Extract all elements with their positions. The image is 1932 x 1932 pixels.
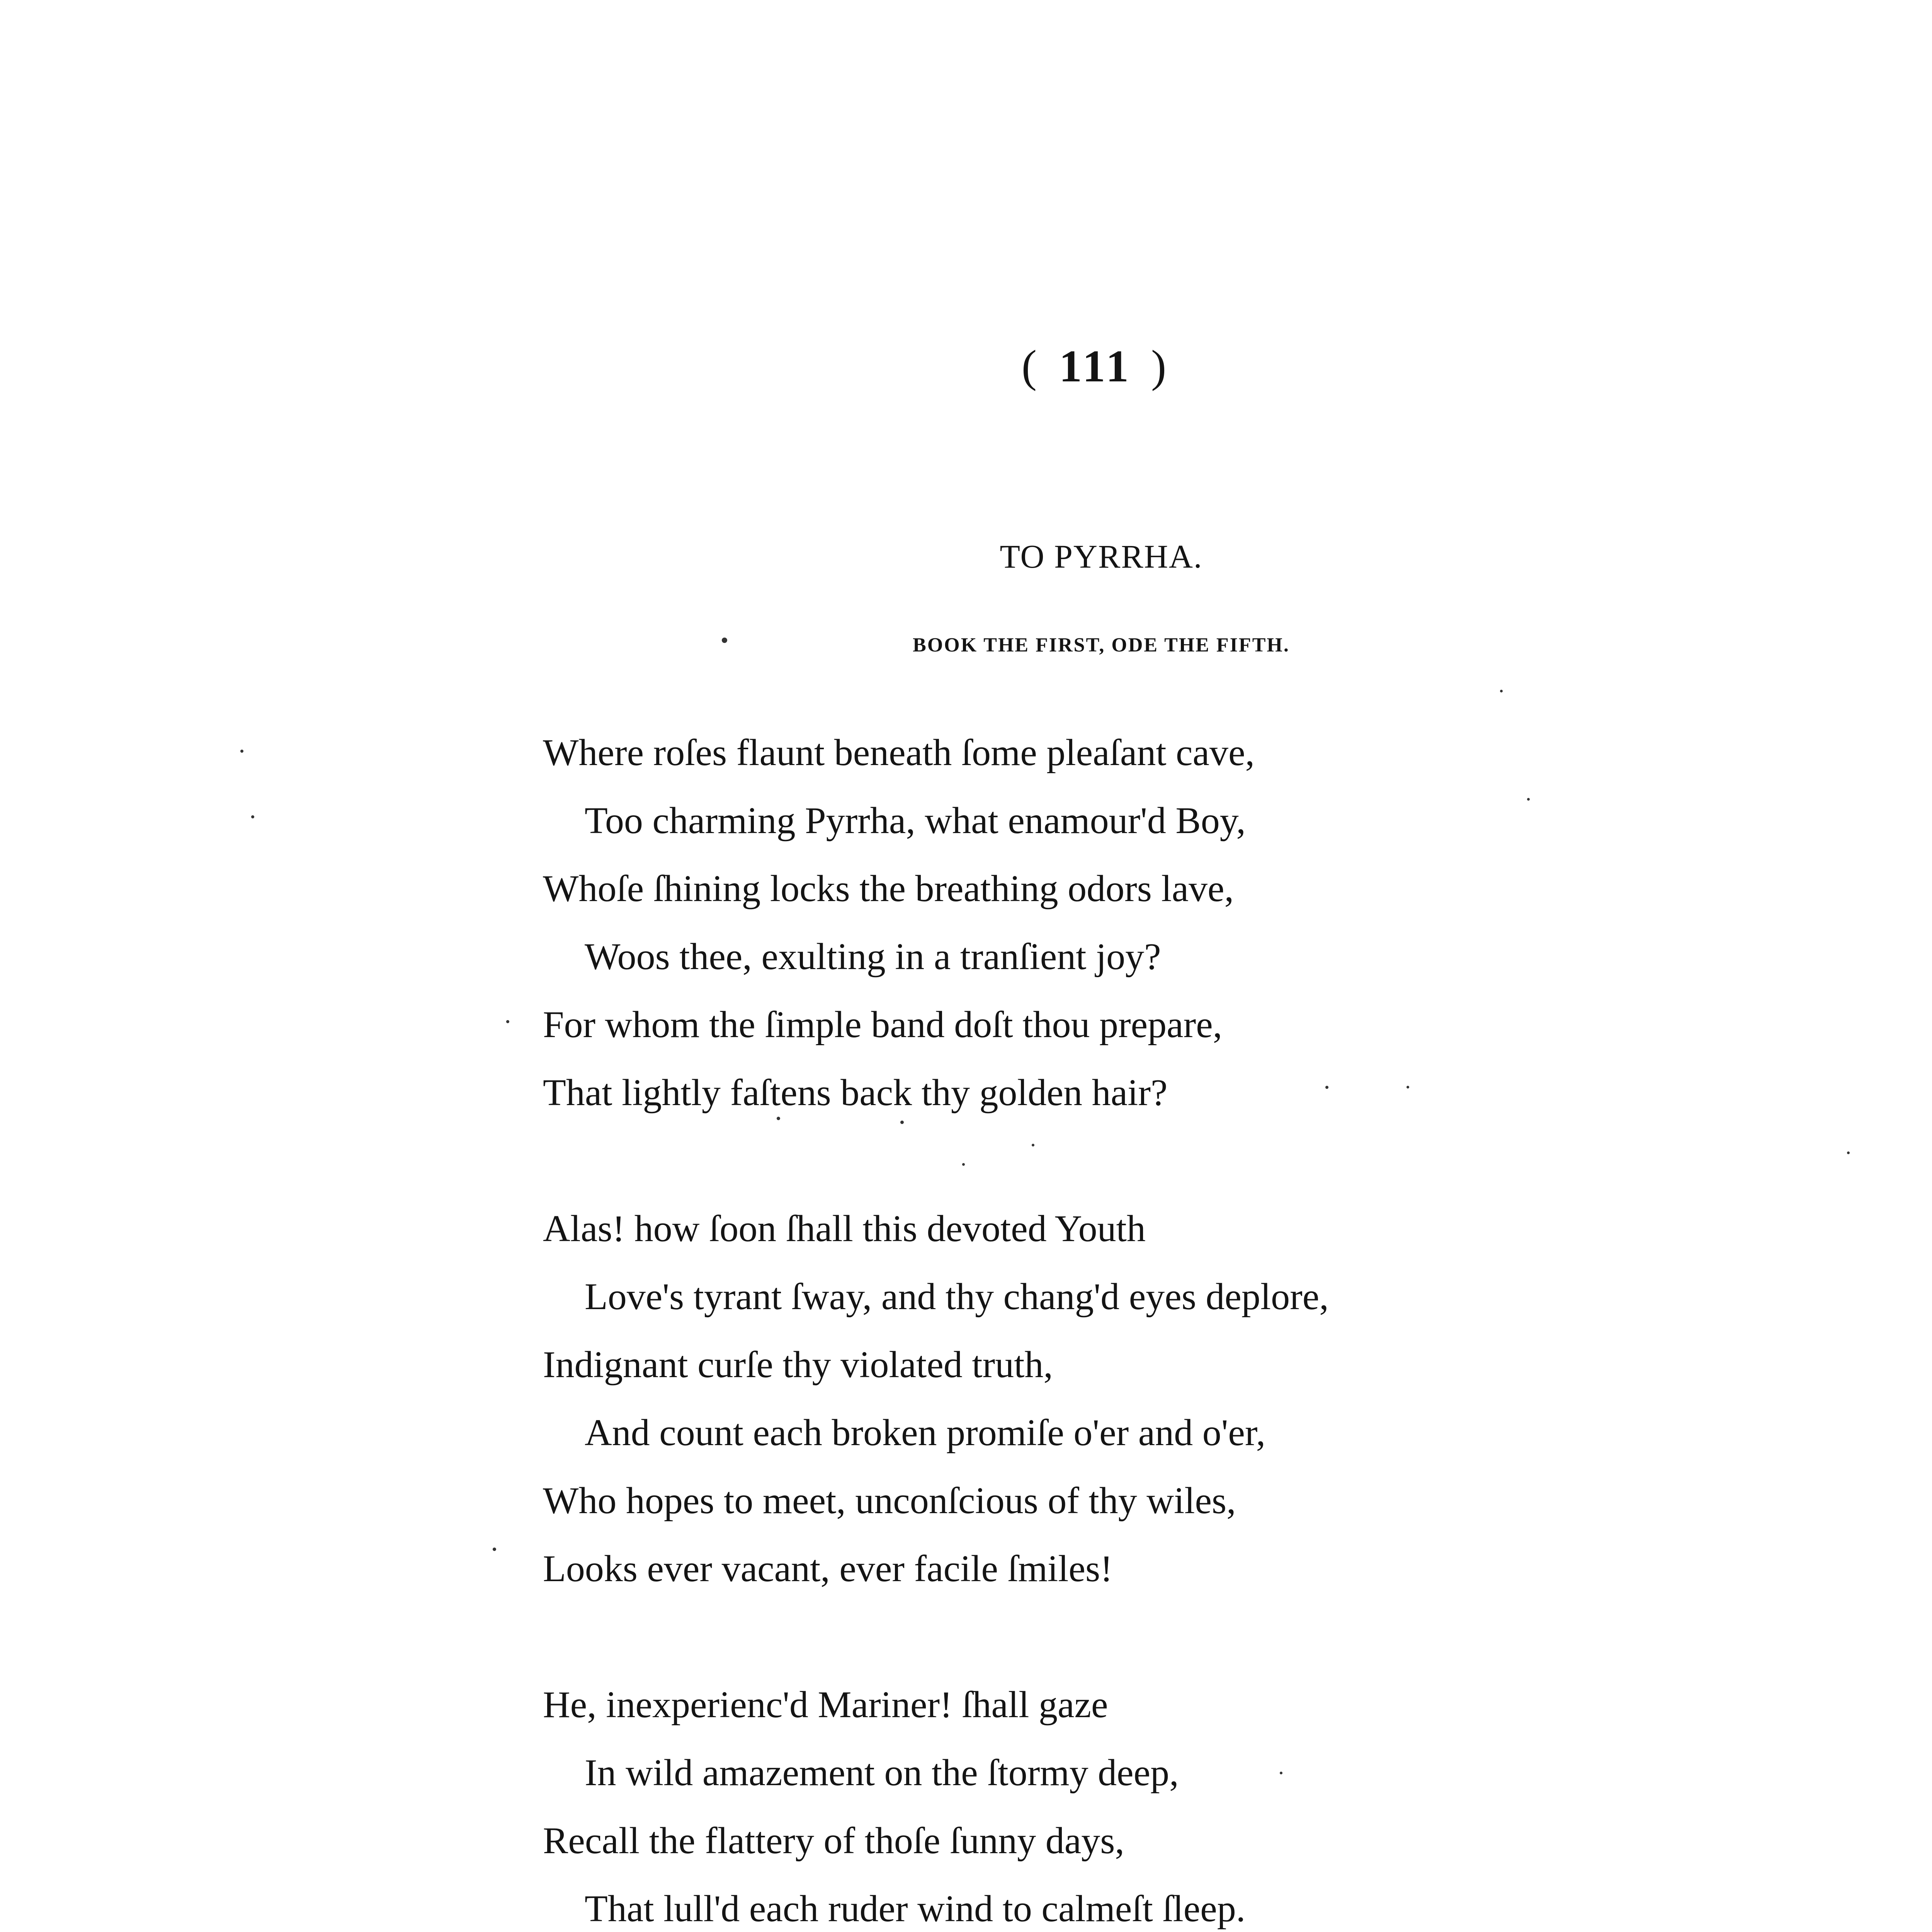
poem-line: In wild amazement on the ſtormy deep, (585, 1752, 1179, 1794)
scan-speck (240, 750, 243, 753)
poem-subtitle: BOOK THE FIRST, ODE THE FIFTH. (913, 634, 1290, 656)
poem-line: Where roſes flaunt beneath ſome pleaſant cave, (543, 732, 1255, 774)
poem-line: Whoſe ſhining locks the breathing odors lave, (543, 868, 1234, 910)
poem-line: Love's tyrant ſway, and thy chang'd eyes deplore, (585, 1276, 1329, 1318)
scan-speck (777, 1117, 780, 1120)
poem-title: TO PYRRHA. (1000, 538, 1203, 575)
poem-line: Looks ever vacant, ever facile ſmiles! (543, 1548, 1113, 1590)
scan-speck (1325, 1086, 1328, 1089)
page-number (0, 340, 1932, 393)
poem-line: That lull'd each ruder wind to calmeſt ſleep. (585, 1888, 1246, 1930)
scan-speck (1280, 1772, 1282, 1774)
poem-body (543, 719, 1932, 1932)
poem-line: And count each broken promiſe o'er and o'er, (585, 1412, 1266, 1454)
stanza-2 (543, 1195, 1932, 1603)
page-number-open-paren: ( (1021, 341, 1040, 391)
poem-line: Recall the flattery of thoſe ſunny days, (543, 1820, 1124, 1862)
poem-line: For whom the ſimple band doſt thou prepare, (543, 1004, 1223, 1046)
page-number-close-paren: ) (1151, 341, 1170, 391)
poem-line: He, inexperienc'd Mariner! ſhall gaze (543, 1684, 1108, 1726)
poem-line: Too charming Pyrrha, what enamour'd Boy, (585, 800, 1246, 842)
scan-speck (1527, 798, 1530, 801)
poem-line: Woos thee, exulting in a tranſient joy? (585, 936, 1161, 978)
poem-line: That lightly faſtens back thy golden hair? (543, 1072, 1168, 1114)
scan-speck (1847, 1151, 1850, 1154)
scan-speck (493, 1548, 496, 1551)
page-number-value: 111 (1059, 341, 1132, 391)
scan-speck (900, 1121, 904, 1124)
scan-speck (1500, 690, 1503, 692)
scan-speck (962, 1163, 965, 1166)
scan-speck (1406, 1086, 1409, 1088)
scan-speck (1032, 1144, 1034, 1146)
poem-line: Indignant curſe thy violated truth, (543, 1344, 1053, 1386)
scan-speck (251, 815, 254, 818)
scan-speck (722, 638, 727, 643)
poem-line: Alas! how ſoon ſhall this devoted Youth (543, 1208, 1146, 1250)
scan-speck (506, 1020, 509, 1023)
stanza-1 (543, 719, 1932, 1127)
poem-line: Who hopes to meet, unconſcious of thy wiles, (543, 1480, 1236, 1522)
stanza-3 (543, 1671, 1932, 1932)
